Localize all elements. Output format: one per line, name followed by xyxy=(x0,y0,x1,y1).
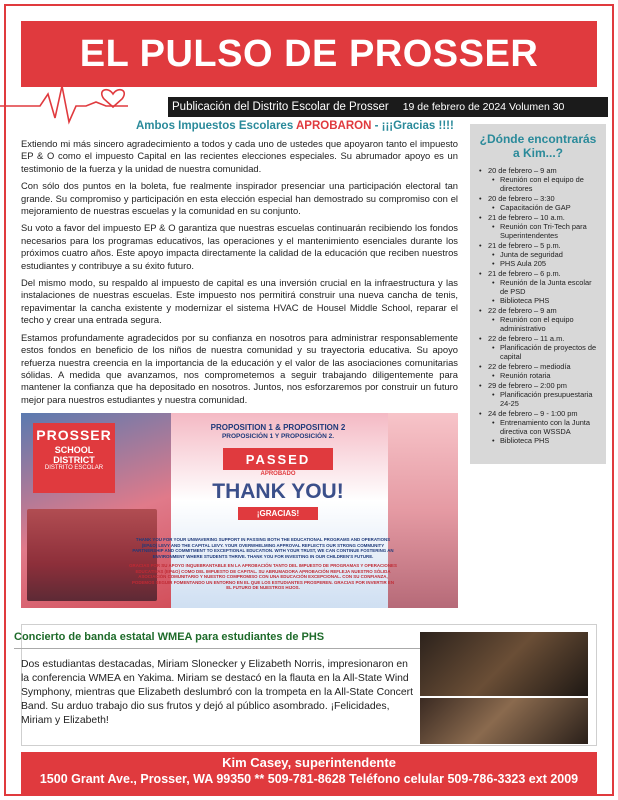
event-detail: • Planificación de proyectos de capital xyxy=(488,343,600,361)
article-paragraph: Del mismo modo, su respaldo al impuesto de capital es una inversión crucial en la infraestructura y las instalaciones de nuestras escuelas. Este impuesto nos permitirá construir una nueva cancha de tenis, repavimentar la cancha existente y modernizar el sistema HVAC de Housel Middle School, reparar el techo y crear una entrada segura. xyxy=(21,277,458,326)
student-performer-photo xyxy=(420,698,588,744)
event-detail: • Reunión con Tri-Tech para Superintendentes xyxy=(488,222,600,240)
event-detail: • Reunión con el equipo de directores xyxy=(488,175,600,193)
event-time: 24 de febrero – 9 - 1:00 pm xyxy=(488,409,578,418)
district-logo-name: PROSSER xyxy=(36,427,112,443)
schedule-event xyxy=(476,381,600,408)
schedule-event xyxy=(476,194,600,212)
event-time: 22 de febrero – 9 am xyxy=(488,306,557,315)
thank-you-heading: THANK YOU! xyxy=(212,480,344,503)
band-section-text: Dos estudiantas destacadas, Miriam Slonecker y Elizabeth Norris, impresionaron en la conferencia WMEA en Yakima. Miriam se destacó en la flauta en la All-State Wind Symphony, mientras que Elizabeth deslumbró con la trompeta en la All-State Concert Band. Su arduo trabajo dio sus frutos y dejó al público asombrado. ¡Felicidades, Miriam y Elizabeth! xyxy=(21,659,413,726)
event-time: 21 de febrero – 6 p.m. xyxy=(488,269,561,278)
sidebar-title: ¿Dónde encontrarás a Kim...? xyxy=(479,132,597,160)
event-time: 20 de febrero – 3:30 xyxy=(488,194,555,203)
article-headline xyxy=(136,120,466,132)
event-detail: • Planificación presupuestaria 24-25 xyxy=(488,390,600,408)
band-concert-photo xyxy=(420,632,588,696)
event-detail: • Reunión con el equipo administrativo xyxy=(488,315,600,333)
schedule-event xyxy=(476,166,600,193)
event-detail: • Capacitación de GAP xyxy=(488,203,600,212)
event-time: 22 de febrero – 11 a.m. xyxy=(488,334,565,343)
event-detail: • Biblioteca PHS xyxy=(488,436,600,445)
article-paragraph: Con sólo dos puntos en la boleta, fue realmente inspirador presenciar una participación electoral tan grande. Su compromiso y participación en esta elección especial han demostrado su compromiso con el mejoramiento de nuestras escuelas y la comunidad en su conjunto. xyxy=(21,180,458,217)
event-detail: • Reunión rotaria xyxy=(488,371,600,380)
masthead-title: EL PULSO DE PROSSER xyxy=(21,21,597,87)
gracias-badge: ¡GRACIAS! xyxy=(238,507,318,520)
event-time: 20 de febrero – 9 am xyxy=(488,166,557,175)
publication-name: Publicación del Distrito Escolar de Prosser xyxy=(172,101,389,113)
footer-superintendent: Kim Casey, superintendente xyxy=(222,755,396,770)
aprobado-label: APROBADO xyxy=(260,471,296,477)
publication-bar xyxy=(168,97,608,117)
article-paragraph: Estamos profundamente agradecidos por su confianza en nosotros para administrar responsablemente estos fondos en beneficio de los niños de nuestra comunidad y su trayectoria educativa. Su apoyo refuerza nuestra creencia en la importancia de la educación y el valor de las asociaciones comunitarias sólidas. A medida que avanzamos, nos comprometemos a seguir trabajando diligentemente para mantener la confianza que ha depositado en nosotros. Juntos, nos esforzaremos por construir un futuro mejor para nuestros estudiantes y nuestra comunidad. xyxy=(21,331,458,405)
footer-address: 1500 Grant Ave., Prosser, WA 99350 ** 509-781-8628 Teléfono celular 509-786-3323 ext 2009 xyxy=(39,772,579,786)
band-section-title: Concierto de banda estatal WMEA para estudiantes de PHS xyxy=(14,631,325,643)
article-paragraph: Extiendo mi más sincero agradecimiento a todos y cada uno de ustedes que apoyaron tanto el impuesto EP & O como el impuesto Capital en las recientes elecciones especiales. Su abrumador apoyo es un testimonio de la fuerza y la unidad de nuestra comunidad. xyxy=(21,138,458,174)
schedule-list xyxy=(476,166,600,445)
schedule-event xyxy=(476,334,600,361)
article-body xyxy=(21,138,458,411)
schedule-event xyxy=(476,269,600,305)
poster-message-en: THANK YOU FOR YOUR UNWAVERING SUPPORT IN PASSING BOTH THE EDUCATIONAL PROGRAMS AND OPERATIONS (EP&O) LEVY AND THE CAPITAL LEVY. YOUR OVERWHELMING APPROVAL REFLECTS OUR STRONG COMMUNITY PARTNERSHIP AND COMMITMENT TO EXCEPTIONAL EDUCATION. WITH YOUR TRUST, WE CAN CONTINUE FOSTERING AN ENVIRONMENT WHERE STUDENTS THRIVE. THANK YOU FOR INVESTING IN OUR CHILDREN'S FUTURE. xyxy=(132,537,394,559)
poster-message-es: GRACIAS POR SU APOYO INQUEBRANTABLE EN LA APROBACIÓN TANTO DEL IMPUESTO DE PROGRAMAS Y OPERACIONES EDUCATIVAS (EP&O) COMO DEL IMPUESTO DE CAPITAL. SU ABRUMADORA APROBACIÓN REFLEJA NUESTRO SÓLIDA ASOCIACIÓN COMUNITARIO Y NUESTRO COMPROMISO CON UNA EDUCACIÓN EXCEPCIONAL. CON SU CONFIANZA, PODEMOS SEGUIR FOMENTANDO UN ENTORNO EN EL QUE LOS ESTUDIANTES PROSPEREN. GRACIAS POR INVERTIR EN EL FUTURO DE NUESTROS HIJOS. xyxy=(129,563,397,591)
schedule-sidebar xyxy=(470,124,606,464)
district-logo-line: SCHOOL DISTRICT xyxy=(53,445,95,465)
footer-contact xyxy=(21,752,597,794)
proposition-block xyxy=(183,423,373,520)
levy-thank-you-poster xyxy=(21,413,458,608)
proposition-en: PROPOSITION 1 & PROPOSITION 2 xyxy=(210,423,346,432)
schedule-event xyxy=(476,362,600,380)
track-photo xyxy=(388,413,458,608)
event-time: 21 de febrero – 10 a.m. xyxy=(488,213,565,222)
event-detail: • PHS Aula 205 xyxy=(488,259,600,268)
schedule-event xyxy=(476,306,600,333)
event-detail: • Reunión de la Junta escolar de PSD xyxy=(488,278,600,296)
event-detail: • Biblioteca PHS xyxy=(488,296,600,305)
event-time: 22 de febrero – mediodía xyxy=(488,362,571,371)
headline-approved: APROBARON xyxy=(296,120,372,132)
schedule-event xyxy=(476,213,600,240)
article-paragraph: Su voto a favor del impuesto EP & O garantiza que nuestras escuelas continuarán recibiendo los fondos necesarios para los programas educativos, las operaciones y el mantenimiento esenciales durante los próximos cuatro años. Este apoyo impacta directamente la calidad de la educación que reciben nuestros estudiantes y contribuye a su éxito futuro. xyxy=(21,222,458,271)
event-detail: • Junta de seguridad xyxy=(488,250,600,259)
event-time: 21 de febrero – 5 p.m. xyxy=(488,241,561,250)
publication-date-volume: 19 de febrero de 2024 Volumen 30 xyxy=(402,101,565,113)
heart-icon xyxy=(102,90,125,107)
headline-prefix: Ambos Impuestos Escolares xyxy=(136,120,296,132)
schedule-event xyxy=(476,241,600,268)
event-time: 29 de febrero – 2:00 pm xyxy=(488,381,567,390)
proposition-es: PROPOSICIÓN 1 Y PROPOSICIÓN 2. xyxy=(221,433,335,440)
district-logo-es: DISTRITO ESCOLAR xyxy=(44,465,104,471)
headline-suffix: - ¡¡¡Gracias !!!! xyxy=(371,120,454,132)
schedule-event xyxy=(476,409,600,445)
band-title-divider xyxy=(14,648,469,649)
passed-badge: PASSED xyxy=(223,448,333,470)
event-detail: • Entrenamiento con la Junta directiva con WSSDA xyxy=(488,418,600,436)
district-logo xyxy=(33,423,115,493)
